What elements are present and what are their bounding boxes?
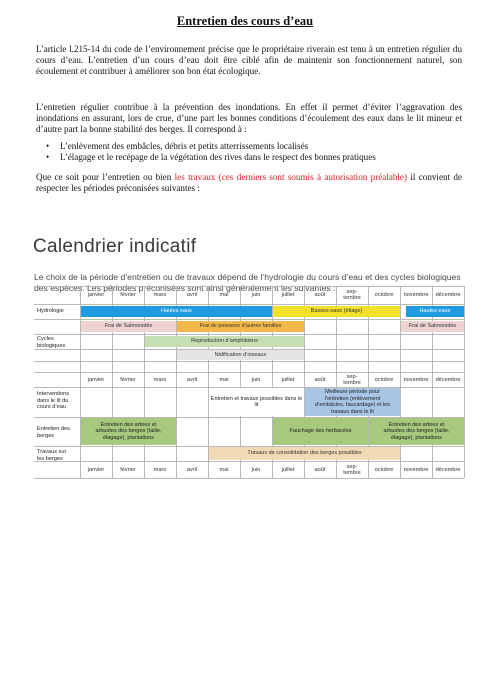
month-header: février — [120, 466, 136, 473]
month-header: décembre — [435, 466, 461, 473]
bar-hautes-eaux-1: Hautes eaux — [81, 306, 272, 317]
grid-line — [34, 478, 464, 479]
bar-meilleure-periode: Meilleure période pour l’entretien (enlèvement d’embâcles, faucardage) et les travaux dans le lit — [305, 388, 400, 416]
highlight-travaux: les travaux (ces derniers sont soumis à autorisation préalable) — [174, 172, 407, 182]
grid-line — [464, 286, 465, 478]
row-label-hydrologie: Hydrologie — [37, 308, 64, 314]
month-header: janvier — [87, 466, 105, 473]
paragraph-periodes — [36, 172, 462, 194]
paragraph-prevention: L’entretien régulier contribue à la prévention des inondations. En effet il permet d’éviter l’aggravation des inondations en assurant, lors de crue, d’une part les bonnes conditions d’écoulement des eaux dans le lit mineur et d’autre part la bonne stabilité des berges. Il correspond à : — [36, 102, 462, 134]
month-header: novembre — [403, 376, 429, 383]
month-header: août — [314, 292, 326, 298]
month-header: juillet — [281, 466, 295, 473]
month-header: octobre — [374, 376, 394, 383]
month-header: novembre — [403, 466, 429, 473]
month-header: janvier — [87, 376, 105, 383]
bar-oiseaux: Nidification d’oiseaux — [177, 350, 304, 360]
month-header: avril — [186, 466, 198, 473]
bar-basses-eaux: Basses eaux (étiage) — [273, 306, 400, 317]
bar-amphibiens: Reproduction d’amphibiens — [145, 336, 304, 347]
month-header: mars — [153, 376, 167, 383]
month-header: août — [314, 376, 326, 383]
calendar-title: Calendrier indicatif — [33, 236, 197, 257]
bar-arbres-1: Entretien des arbres et arbustes des berges (taille, élagage), plantations — [81, 418, 176, 445]
month-header: sep- tembre — [343, 463, 361, 476]
bullet-list — [36, 141, 466, 163]
month-header: octobre — [374, 466, 394, 473]
month-header: octobre — [374, 292, 394, 298]
month-header: juin — [251, 466, 261, 473]
month-header: sep- tembre — [343, 373, 361, 386]
row-label-cycles: Cycles biologiques — [37, 336, 66, 349]
month-header: février — [120, 292, 136, 298]
row-label-travaux-berges: Travaux sur les berges — [37, 449, 67, 462]
bar-frai-salmonides-1: Frai de Salmonidés — [81, 321, 176, 332]
bar-entretien-lit: Entretien et travaux possibles dans le lit — [209, 388, 304, 416]
month-header: décembre — [435, 376, 461, 383]
bar-frai-poissons: Frai de poissons d’autres familles — [177, 321, 304, 332]
bar-fauchage: Fauchage des herbacées — [273, 418, 368, 445]
month-header: mars — [153, 466, 167, 473]
month-header: juillet — [281, 376, 295, 383]
calendar-table — [34, 286, 464, 482]
bullet-item: • L’élagage et le recépage de la végétation des rives dans le respect des bonnes pratiques — [36, 152, 466, 163]
month-header: janvier — [87, 292, 105, 298]
bar-arbres-2: Entretien des arbres et arbustes des berges (taille, élagage), plantations — [369, 418, 464, 445]
bullet-item: • L’enlèvement des embâcles, débris et petits atterrissements localisés — [36, 141, 466, 152]
month-header: mars — [153, 292, 167, 298]
month-header: sep- tembre — [343, 289, 361, 301]
paragraph-article: L’article l.215-14 du code de l’environnement précise que le propriétaire riverain est tenu à un entretien régulier du cours d’eau. L’entretien d’un cours d’eau doit être ciblé afin de maintenir son fonctionnement naturel, son écoulement et contribuer à améliorer son bon état écologique. — [36, 44, 462, 76]
month-header: août — [314, 466, 326, 473]
month-header: mai — [219, 376, 229, 383]
month-header: novembre — [403, 292, 429, 298]
row-label-entretien-berges: Entretien des berges — [37, 426, 70, 439]
month-header: mai — [219, 466, 229, 473]
month-header: avril — [186, 376, 198, 383]
paragraph-text: Que ce soit pour l’entretien ou bien — [36, 172, 175, 182]
bar-frai-salmonides-2: Frai de Salmonidés — [401, 321, 464, 332]
month-header: juin — [251, 376, 261, 383]
month-header: juillet — [281, 292, 295, 298]
month-header: avril — [186, 292, 198, 298]
paragraph-text: il convient de respecter les périodes préconisées suivantes : — [36, 172, 463, 193]
bar-hautes-eaux-2: Hautes eaux — [406, 306, 464, 317]
month-header: mai — [219, 292, 229, 298]
month-header: décembre — [435, 292, 461, 298]
calendar-intro: Le choix de la période d’entretien ou de travaux dépend de l’hydrologie du cours d’eau et des cycles biologiques des espèces. Les périodes préconisées sont ainsi généralement les suivantes : — [34, 272, 461, 293]
bar-consolidation: Travaux de consolidation des berges possibles — [209, 447, 400, 460]
month-header: février — [120, 376, 136, 383]
month-header: juin — [251, 292, 261, 298]
row-label-interventions: Interventions dans le lit du cours d’eau — [37, 391, 70, 411]
page-title: Entretien des cours d’eau — [176, 14, 314, 28]
